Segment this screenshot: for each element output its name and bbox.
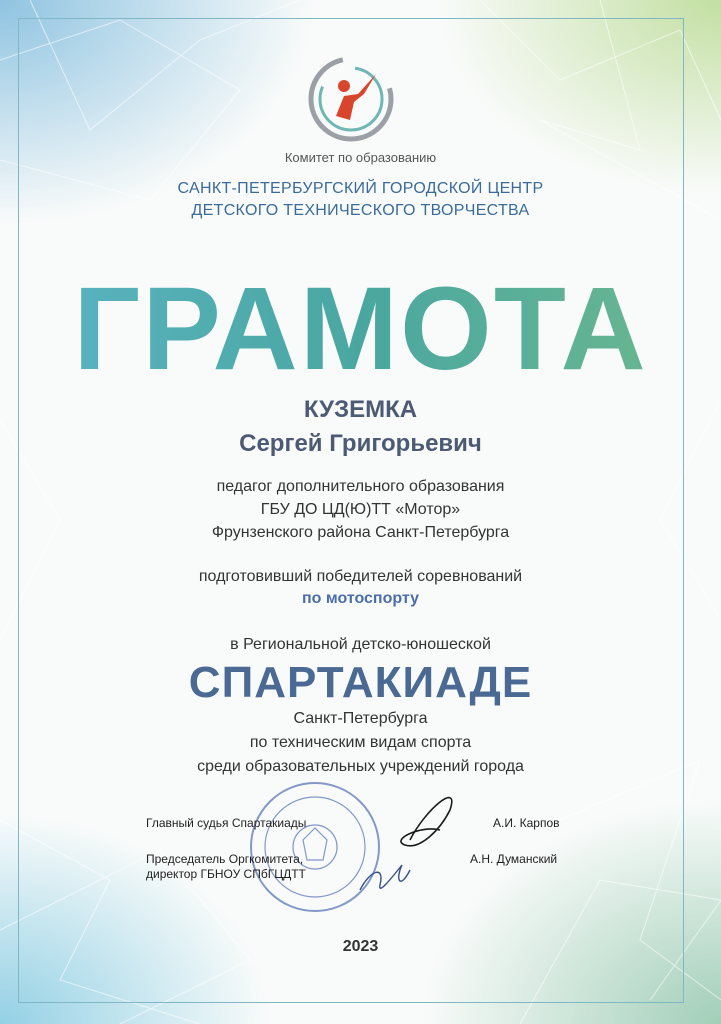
- center-logo-icon: [306, 54, 396, 144]
- chair-title-1: Председатель Оргкомитета,: [146, 852, 304, 866]
- committee-label: Комитет по образованию: [284, 150, 437, 165]
- role-line-3: Фрунзенского района Санкт-Петербурга: [211, 524, 510, 541]
- event-name: СПАРТАКИАДЕ: [188, 658, 533, 707]
- judge-name: А.И. Карпов: [493, 816, 560, 830]
- recipient-name: Сергей Григорьевич: [239, 430, 482, 457]
- certificate-title: ГРАМОТА: [0, 270, 721, 388]
- role-line-2: ГБУ ДО ЦД(Ю)ТТ «Мотор»: [260, 501, 461, 518]
- recipient-surname: КУЗЕМКА: [303, 396, 418, 423]
- chair-title-2: директор ГБНОУ СПбГЦДТТ: [146, 867, 306, 881]
- reason-line-1: подготовивший победителей соревнований: [198, 568, 523, 585]
- judge-title: Главный судья Спартакиады: [146, 816, 307, 830]
- chair-name: А.Н. Думанский: [470, 852, 558, 866]
- reason-line-3: в Региональной детско-юношеской: [230, 636, 491, 653]
- event-line-1: Санкт-Петербурга: [293, 710, 428, 727]
- reason-sport: по мотоспорту: [301, 590, 420, 607]
- certificate-year: 2023: [342, 938, 379, 955]
- event-line-2: по техническим видам спорта: [249, 734, 472, 751]
- organization-line-1: САНКТ-ПЕТЕРБУРГСКИЙ ГОРОДСКОЙ ЦЕНТР: [177, 180, 544, 197]
- event-line-3: среди образовательных учреждений города: [197, 758, 524, 775]
- organization-line-2: ДЕТСКОГО ТЕХНИЧЕСКОГО ТВОРЧЕСТВА: [191, 202, 530, 219]
- role-line-1: педагог дополнительного образования: [216, 478, 505, 495]
- signature-icon: [330, 770, 490, 910]
